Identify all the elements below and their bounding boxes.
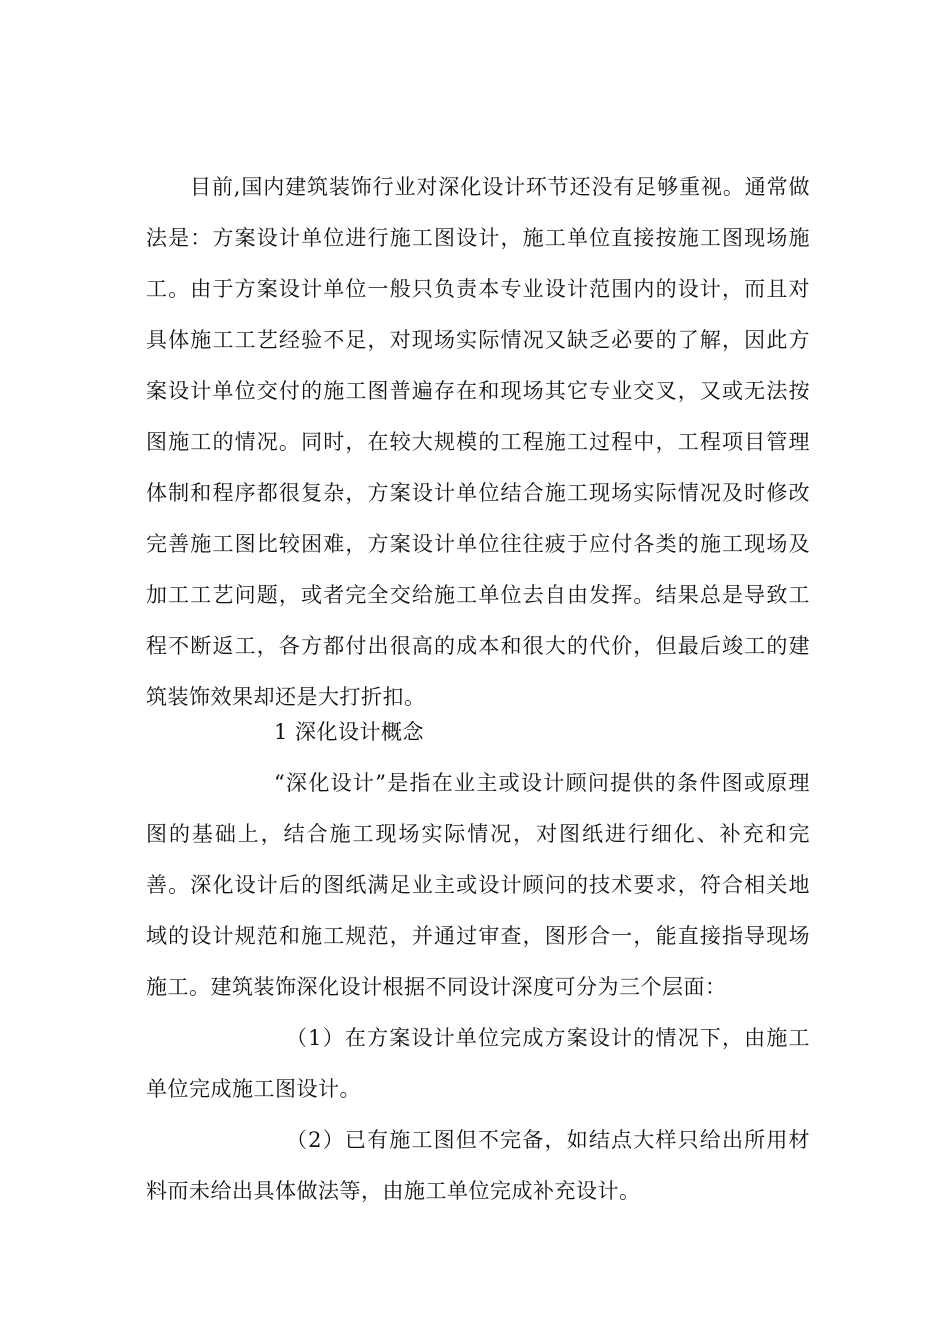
definition-paragraph: “深化设计”是指在业主或设计顾问提供的条件图或原理图的基础上，结合施工现场实际情况，对图纸进行细化、补充和完善。深化设计后的图纸满足业主或设计顾问的技术要求，符合相关地域的设计规范和施工规范，并通过审查，图形合一，能直接指导现场施工。建筑装饰深化设计根据不同设计深度可分为三个层面： <box>146 771 810 999</box>
list-item-1: （1）在方案设计单位完成方案设计的情况下，由施工单位完成施工图设计。 <box>146 1026 810 1101</box>
list-item-2: （2）已有施工图但不完备，如结点大样只给出所用材料而未给出具体做法等，由施工单位完成补充设计。 <box>146 1128 810 1203</box>
section-heading: 1 深化设计概念 <box>274 720 425 744</box>
intro-paragraph: 目前,国内建筑装饰行业对深化设计环节还没有足够重视。通常做法是：方案设计单位进行施工图设计，施工单位直接按施工图现场施工。由于方案设计单位一般只负责本专业设计范围内的设计，而且对具体施工工艺经验不足，对现场实际情况又缺乏必要的了解，因此方案设计单位交付的施工图普遍存在和现场其它专业交叉，又或无法按图施工的情况。同时，在较大规模的工程施工过程中，工程项目管理体制和程序都很复杂，方案设计单位结合施工现场实际情况及时修改完善施工图比较困难，方案设计单位往往疲于应付各类的施工现场及加工工艺问题，或者完全交给施工单位去自由发挥。结果总是导致工程不断返工，各方都付出很高的成本和很大的代价，但最后竣工的建筑装饰效果却还是大打折扣。 <box>146 175 810 709</box>
